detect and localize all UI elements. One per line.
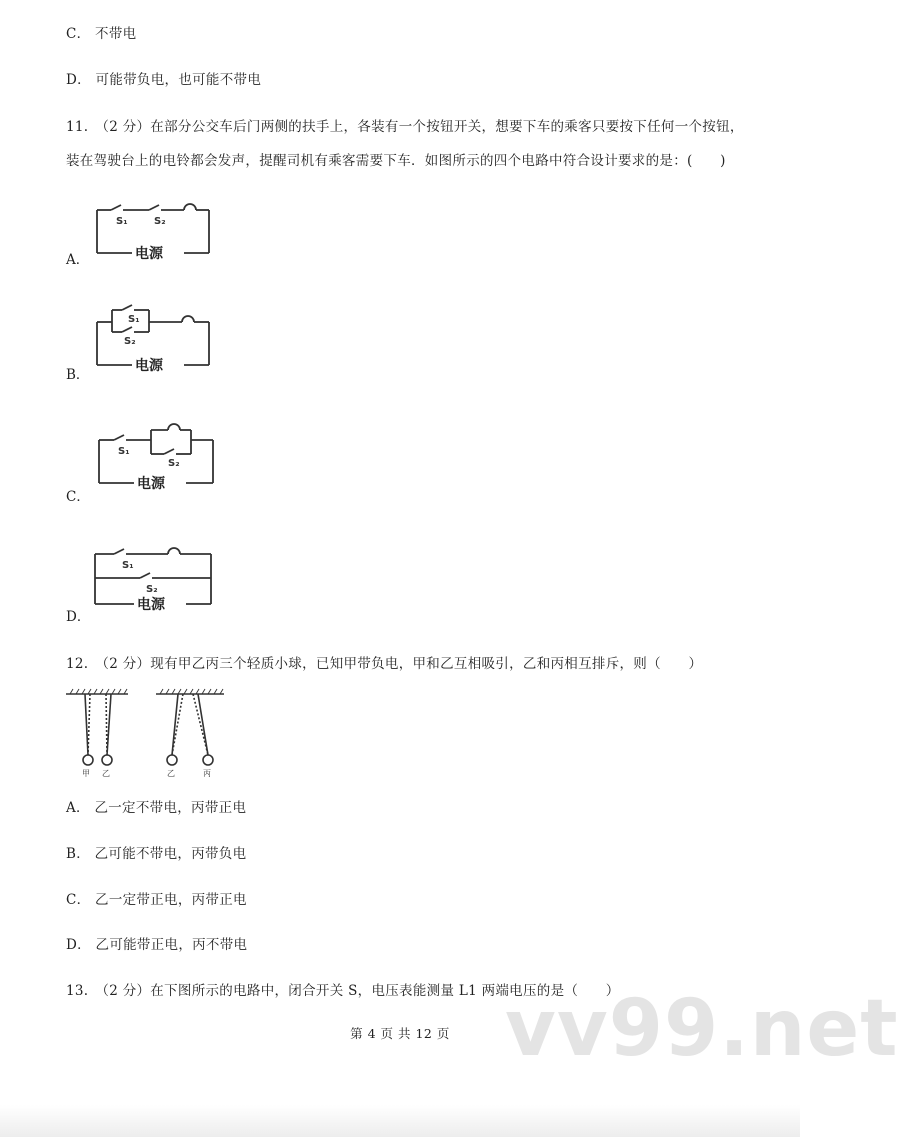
q12-text: 12. （2 分）现有甲乙丙三个轻质小球，已知甲带负电，甲和乙互相吸引，乙和丙相互排斥，则（ ） xyxy=(66,656,703,672)
q12-option-d: D． 乙可能带正电，丙不带电 xyxy=(66,937,248,953)
q12-option-a: A． 乙一定不带电，丙带正电 xyxy=(66,800,247,816)
q11-b-power-label: 电源 xyxy=(135,358,163,374)
prev-option-c: C． 不带电 xyxy=(66,26,137,42)
q11-d-s1-label: S₁ xyxy=(122,560,134,571)
q11-d-s2-label: S₂ xyxy=(146,584,158,595)
q12-ball-label-yi-right: 乙 xyxy=(167,769,175,778)
q11-text-line2: 装在驾驶台上的电铃都会发声，提醒司机有乘客需要下车．如图所示的四个电路中符合设计要求的是：( ) xyxy=(66,153,726,169)
q12-pendulum-figure xyxy=(64,688,229,780)
q13-text: 13. （2 分）在下图所示的电路中，闭合开关 S，电压表能测量 L1 两端电压的是（ ） xyxy=(66,983,620,999)
q11-a-power-label: 电源 xyxy=(135,246,163,262)
q11-a-s1-label: S₁ xyxy=(116,216,128,227)
q11-option-b-circuit xyxy=(94,302,214,374)
q11-option-c-circuit xyxy=(96,418,216,492)
q11-b-s2-label: S₂ xyxy=(124,336,136,347)
q11-option-b-label: B． xyxy=(66,367,90,383)
q11-option-a-label: A． xyxy=(66,252,90,268)
q11-c-power-label: 电源 xyxy=(137,476,165,492)
q11-d-power-label: 电源 xyxy=(137,597,165,613)
q12-ball-label-yi-left: 乙 xyxy=(102,769,110,778)
q11-a-s2-label: S₂ xyxy=(154,216,166,227)
q11-c-s1-label: S₁ xyxy=(118,446,130,457)
q11-option-c-label: C． xyxy=(66,489,90,505)
q11-option-d-circuit xyxy=(92,540,214,612)
q12-ball-label-jia: 甲 xyxy=(82,769,90,778)
page-bottom-edge xyxy=(0,1105,800,1137)
q11-option-d-label: D． xyxy=(66,609,91,625)
q11-c-s2-label: S₂ xyxy=(168,458,180,469)
q11-text-line1: 11. （2 分）在部分公交车后门两侧的扶手上，各装有一个按钮开关，想要下车的乘客只要按下任何一个按钮， xyxy=(66,119,744,135)
page-footer: 第 4 页 共 12 页 xyxy=(350,1026,450,1041)
q11-b-s1-label: S₁ xyxy=(128,314,140,325)
prev-option-d: D． 可能带负电，也可能不带电 xyxy=(66,72,262,88)
q12-option-b: B． 乙可能不带电，丙带负电 xyxy=(66,846,247,862)
q12-option-c: C． 乙一定带正电，丙带正电 xyxy=(66,892,247,908)
watermark: vv99.net xyxy=(505,984,899,1074)
q11-option-a-circuit xyxy=(94,198,214,260)
q12-ball-label-bing: 丙 xyxy=(203,769,211,778)
